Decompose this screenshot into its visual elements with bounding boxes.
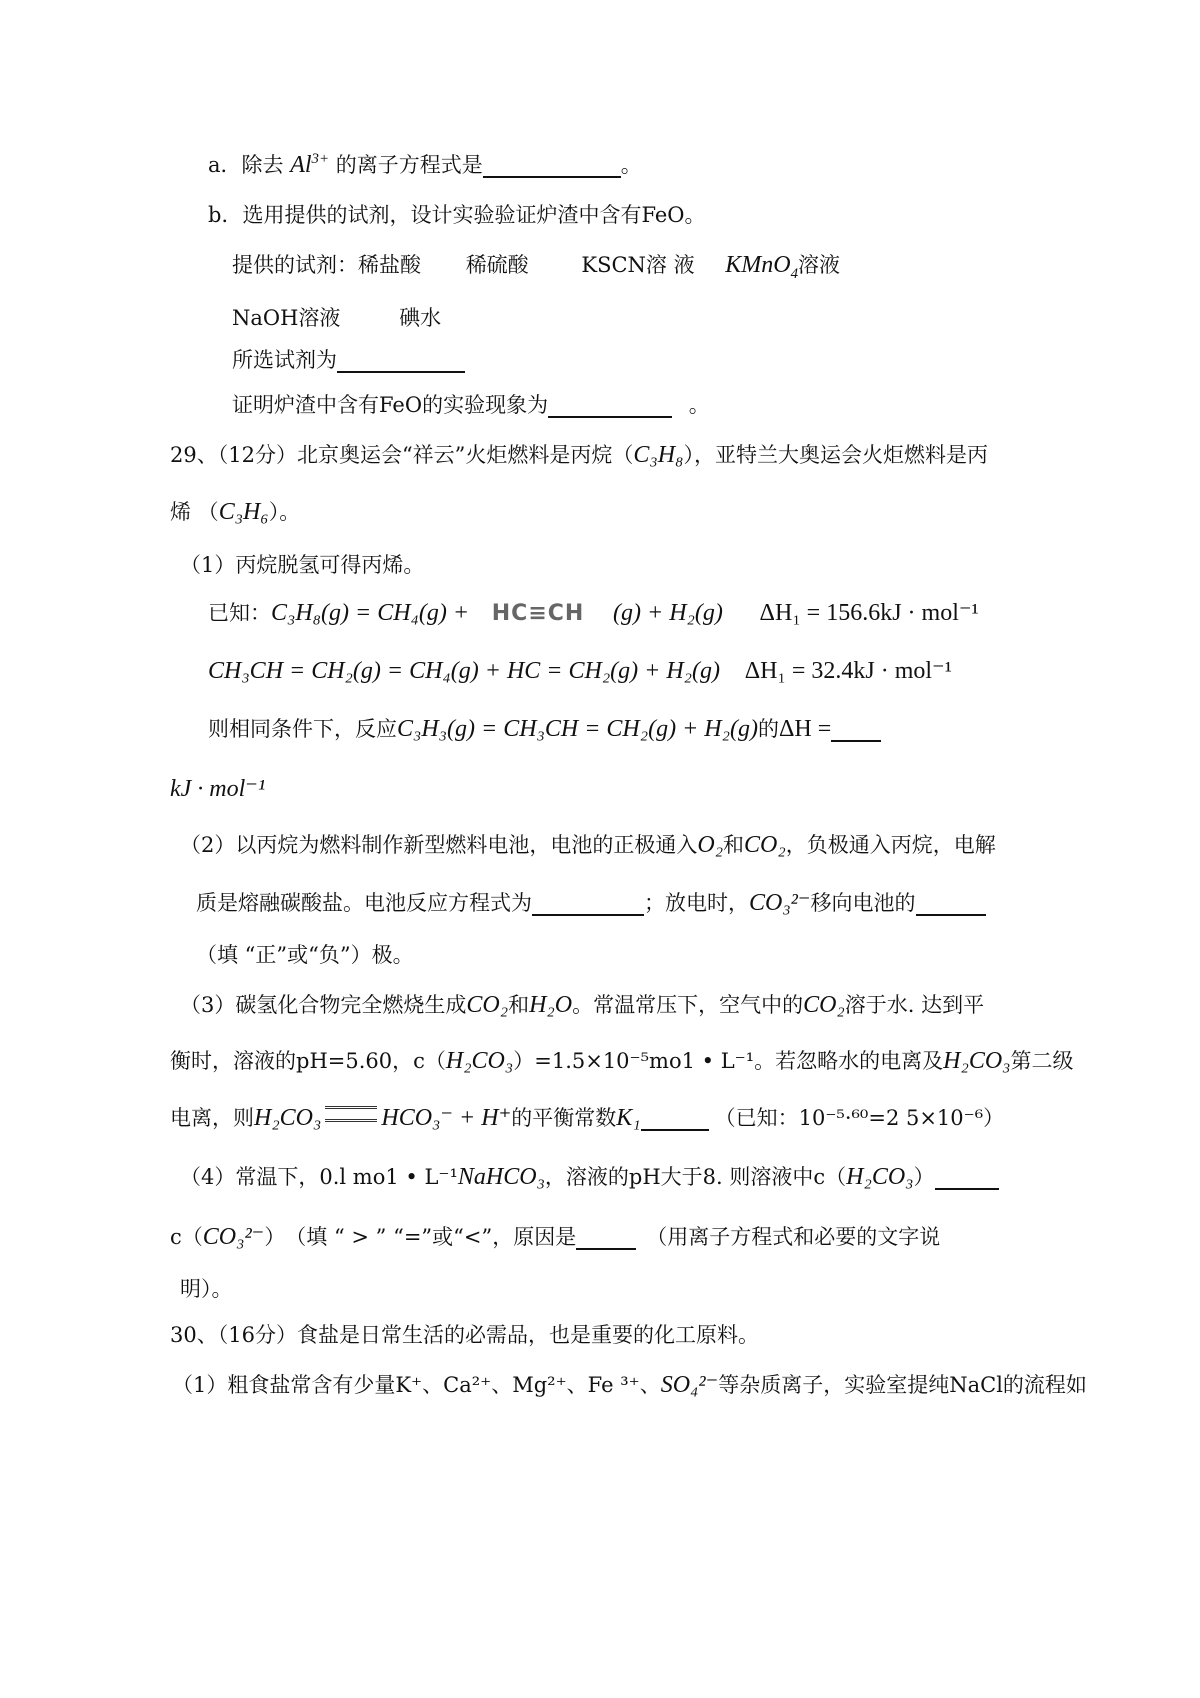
equation-2: CH₃CH = CH₂(g) = CH₄(g) + HC = CH₂(g) + H₂(g) ΔH₁ = 32.4kJ · mol⁻¹ [208, 658, 952, 684]
reagents-line: 提供的试剂：稀盐酸 稀硫酸 KSCN溶 液 KMnO$_4$溶液 [232, 252, 841, 282]
delta-h-1: ΔH₁ = 156.6kJ · mol⁻¹ [759, 600, 979, 626]
equation-1: 已知：C₃H₈(g) = CH₄(g) + HC≡CH (g) + H₂(g) ΔH₁ = 156.6kJ · mol⁻¹ [208, 598, 979, 629]
delta-h-2: ΔH₁ = 32.4kJ · mol⁻¹ [744, 658, 952, 684]
reagents-line-2 [232, 303, 441, 333]
answer-blank-reagents[interactable] [337, 349, 465, 373]
item-a: a．除去 $Al^{3+}$ 的离子方程式是 。 [208, 151, 642, 178]
answer-blank-phenomenon[interactable] [548, 394, 672, 418]
answer-blank-electrode[interactable] [916, 892, 986, 916]
answer-blank-a[interactable] [483, 154, 621, 178]
q29-part3: （3）碳氢化合物完全燃烧生成CO₂和H₂O。常温常压下，空气中的CO₂溶于水. 达到平 [180, 992, 985, 1018]
reagent-naoh: NaOH溶液 [232, 306, 341, 330]
reagent-hcl: 稀盐酸 [358, 253, 421, 277]
q29-part2: （2）以丙烷为燃料制作新型燃料电池，电池的正极通入O₂和CO₂，负极通入丙烷，电解 [180, 832, 996, 858]
q29-part3-line3: 电离，则H₂CO₃ HCO₃⁻ + H⁺的平衡常数K₁ （已知：10⁻⁵·⁶⁰=2 5×10⁻⁶） [170, 1105, 1005, 1131]
reaction-question: 则相同条件下，反应C₃H₃(g) = CH₃CH = CH₂(g) + H₂(g)的ΔH = [208, 714, 881, 744]
item-a-label: a．除去 [208, 153, 284, 177]
q29-part4: （4）常温下，0.l mo1 • L⁻¹NaHCO₃，溶液的pH大于8. 则溶液中c（H₂CO₃） [180, 1162, 999, 1192]
q29-intro-2: 烯 （C₃H₆）。 [170, 499, 301, 525]
acetylene-structure: HC≡CH [491, 601, 585, 626]
q29-intro: 29、（12分）北京奥运会“祥云”火炬燃料是丙烷（C₃H₈），亚特兰大奥运会火炬燃料是丙 [170, 442, 988, 468]
q29-part1: （1）丙烷脱氢可得丙烯。 [180, 553, 425, 577]
al-ion-formula: $Al^{3+}$ [290, 151, 330, 178]
answer-blank-reason[interactable] [576, 1226, 636, 1250]
reagent-kscn: KSCN溶 液 [581, 253, 695, 277]
reagent-kmno4: KMnO$_4$ [725, 252, 799, 282]
reagent-h2so4: 稀硫酸 [465, 253, 529, 277]
q29-part2-line2: 质是熔融碳酸盐。电池反应方程式为 ；放电时，CO₃²⁻移向电池的 [196, 888, 986, 918]
q29-part4-line3: 明）。 [180, 1277, 233, 1301]
answer-blank-k1[interactable] [641, 1107, 709, 1131]
item-a-text: 的离子方程式是 [335, 153, 483, 177]
q29-part3-line2: 衡时，溶液的pH=5.60，c（H₂CO₃）=1.5×10⁻⁵mo1 • L⁻¹。若忽略水的电离及H₂CO₃第二级 [170, 1048, 1074, 1074]
chosen-reagents: 所选试剂为 [232, 345, 465, 375]
equilibrium-arrow-icon [325, 1106, 377, 1122]
answer-blank-battery-equation[interactable] [532, 892, 644, 916]
item-b: b．选用提供的试剂，设计实验验证炉渣中含有FeO。 [208, 203, 706, 227]
answer-blank-delta-h[interactable] [831, 718, 881, 742]
reagents-prefix: 提供的试剂： [232, 253, 358, 277]
q30-intro: 30、（16分）食盐是日常生活的必需品，也是重要的化工原料。 [170, 1323, 759, 1347]
answer-blank-compare[interactable] [935, 1166, 999, 1190]
q30-part1: （1）粗食盐常含有少量K⁺、Ca²⁺、Mg²⁺、Fe ³⁺、SO₄²⁻等杂质离子，实验室提纯NaCl的流程如 [172, 1372, 1087, 1398]
phenomenon: 证明炉渣中含有FeO的实验现象为 。 [232, 393, 710, 417]
q29-part4-line2: c（CO₃²⁻） （填 “ > ” “=”或“<”，原因是 （用离子方程式和必要的文字说 [170, 1224, 941, 1250]
unit-line: kJ · mol⁻¹ [170, 776, 266, 802]
reagent-iodine: 碘水 [399, 306, 442, 330]
q29-part2-line3: （填 “正”或“负”）极。 [196, 943, 414, 967]
